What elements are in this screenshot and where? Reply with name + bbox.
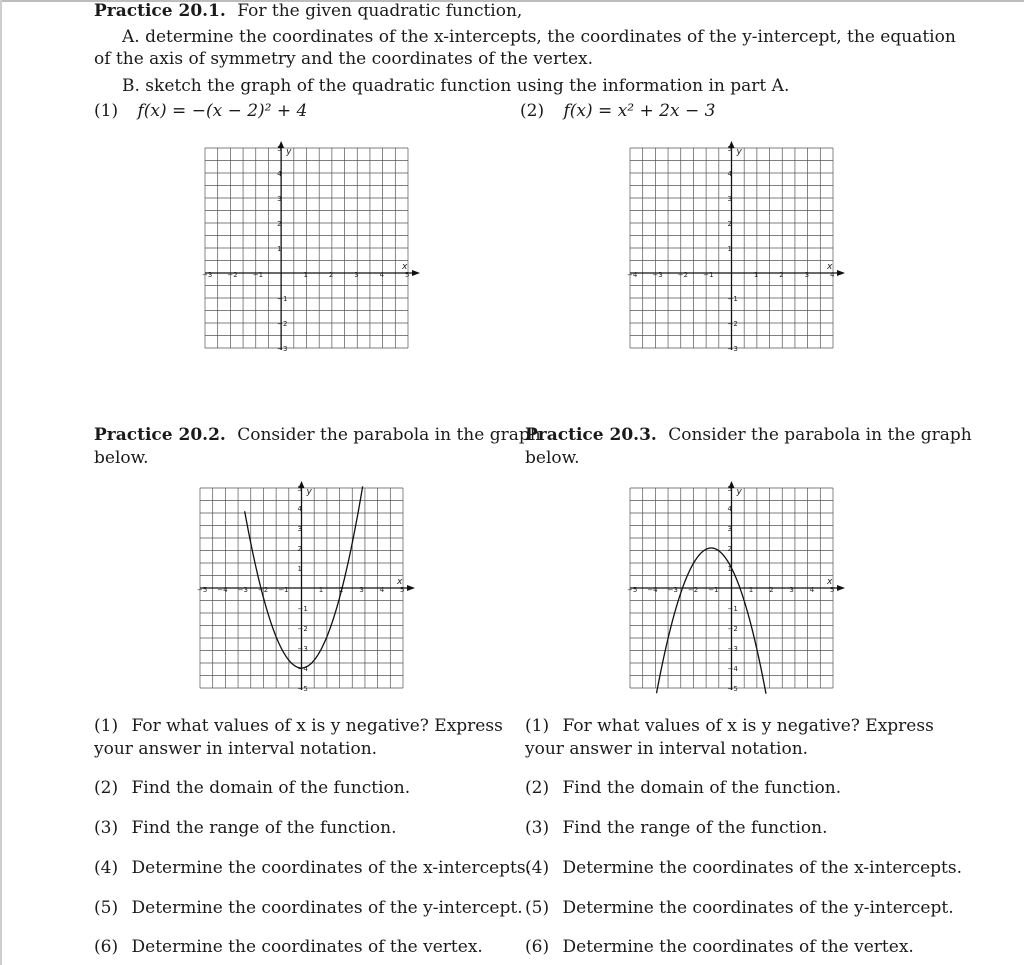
y-tick-label: 1	[727, 565, 732, 573]
x-tick-label: 2	[328, 271, 334, 279]
x-tick-label: 2	[769, 586, 774, 594]
y-tick-label: −3	[727, 645, 738, 653]
y-tick-label: 4	[277, 170, 282, 178]
y-tick-label: −3	[277, 345, 288, 353]
q20-3-item-4	[525, 857, 962, 879]
q20-3-item-1	[525, 715, 934, 737]
y-tick-label: −3	[297, 645, 308, 653]
q20-2-item-1	[94, 715, 503, 737]
x-tick-label: −2	[677, 271, 689, 279]
x-tick-label: −2	[227, 271, 238, 279]
x-axis-arrow	[407, 585, 415, 591]
q20-2-num-4: (4)	[94, 858, 119, 878]
q20-2-num-1: (1)	[94, 716, 119, 736]
y-tick-label: 4	[727, 505, 732, 513]
page-left-border	[0, 0, 2, 965]
x-tick-label: −4	[217, 586, 228, 594]
x-tick-label: −5	[627, 586, 638, 594]
q20-3-num-1: (1)	[525, 716, 550, 736]
q20-2-num-5: (5)	[94, 898, 119, 918]
y-tick-label: 3	[727, 195, 732, 203]
y-tick-label: −5	[727, 685, 738, 693]
practice-20-2-title: Practice 20.2.	[94, 425, 226, 445]
y-tick-label: 3	[297, 525, 302, 533]
q20-3-item-2	[525, 777, 841, 799]
x-tick-label: 3	[789, 586, 794, 594]
q20-3-text-6: Determine the coordinates of the vertex.	[562, 937, 914, 957]
y-tick-label: 3	[277, 195, 282, 203]
practice-20-1-part-a-cont: of the axis of symmetry and the coordinates of the vertex.	[94, 49, 593, 69]
q20-3-num-5: (5)	[525, 898, 550, 918]
x-tick-label: −3	[202, 271, 213, 279]
x-tick-label: 4	[830, 271, 835, 279]
q20-3-num-6: (6)	[525, 937, 550, 957]
y-tick-label: 4	[297, 505, 302, 513]
x-tick-label: 4	[809, 586, 815, 594]
parabola-curve	[245, 486, 363, 668]
function-2-label	[520, 100, 715, 122]
x-axis-arrow	[837, 585, 845, 591]
q20-3-num-3: (3)	[525, 818, 550, 838]
x-tick-label: −1	[703, 271, 714, 279]
practice-20-1-title: Practice 20.1.	[94, 1, 226, 21]
x-tick-label: −3	[237, 586, 248, 594]
y-tick-label: 2	[297, 545, 302, 553]
y-axis-label: y	[736, 487, 742, 497]
q20-2-text-1: For what values of x is y negative? Express	[131, 716, 503, 736]
y-tick-label: 2	[727, 220, 732, 228]
q20-3-text-1-cont: your answer in interval notation.	[525, 739, 809, 759]
q20-3-text-1: For what values of x is y negative? Express	[562, 716, 934, 736]
q20-2-item-5	[94, 897, 523, 919]
y-tick-label: 5	[277, 145, 282, 153]
x-axis-label: x	[402, 262, 408, 272]
y-tick-label: −1	[727, 605, 738, 613]
q20-2-text-3: Find the range of the function.	[131, 818, 397, 838]
y-tick-label: −1	[297, 605, 308, 613]
graph-practice-20-3-parabola	[620, 480, 845, 695]
y-tick-label: 4	[727, 170, 732, 178]
function-2-formula: f(x) = x² + 2x − 3	[563, 101, 716, 121]
q20-3-item-3	[525, 817, 828, 839]
x-tick-label: 1	[753, 271, 759, 279]
q20-2-text-1-cont: your answer in interval notation.	[94, 739, 378, 759]
y-tick-label: −4	[297, 665, 308, 673]
q20-3-text-3: Find the range of the function.	[562, 818, 828, 838]
q20-2-text-5: Determine the coordinates of the y-intercept.	[131, 898, 523, 918]
q20-3-num-2: (2)	[525, 778, 550, 798]
q20-2-text-4: Determine the coordinates of the x-intercepts.	[131, 858, 531, 878]
q20-3-text-4: Determine the coordinates of the x-intercepts.	[562, 858, 962, 878]
q20-2-num-3: (3)	[94, 818, 119, 838]
y-tick-label: 1	[277, 245, 282, 253]
practice-20-2-header	[94, 424, 541, 446]
q20-2-item-3	[94, 817, 397, 839]
x-tick-label: −4	[627, 271, 638, 279]
y-tick-label: −5	[297, 685, 308, 693]
x-tick-label: 3	[804, 271, 810, 279]
y-tick-label: 1	[297, 565, 302, 573]
q20-2-text-6: Determine the coordinates of the vertex.	[131, 937, 483, 957]
x-tick-label: −1	[252, 271, 264, 279]
y-axis-label: y	[736, 147, 742, 157]
y-tick-label: −1	[727, 295, 738, 303]
y-tick-label: −4	[727, 665, 738, 673]
x-axis-label: x	[827, 262, 833, 272]
y-tick-label: −1	[277, 295, 288, 303]
x-tick-label: −1	[708, 586, 719, 594]
x-axis-label: x	[397, 577, 403, 587]
y-tick-label: 2	[727, 545, 732, 553]
y-axis-label: y	[286, 147, 292, 157]
q20-2-item-4	[94, 857, 531, 879]
practice-20-3-title: Practice 20.3.	[525, 425, 657, 445]
function-1-number: (1)	[94, 101, 119, 121]
parabola-curve	[656, 548, 766, 694]
practice-20-2-desc-cont: below.	[94, 448, 149, 468]
x-axis-label: x	[827, 577, 833, 587]
y-tick-label: −3	[727, 345, 738, 353]
function-2-number: (2)	[520, 101, 545, 121]
x-tick-label: −2	[257, 586, 269, 594]
x-tick-label: −1	[278, 586, 289, 594]
x-tick-label: −2	[687, 586, 699, 594]
function-1-formula: f(x) = −(x − 2)² + 4	[137, 101, 308, 121]
function-1-label	[94, 100, 307, 122]
y-tick-label: 1	[727, 245, 732, 253]
y-tick-label: −2	[297, 625, 308, 633]
x-tick-label: −3	[652, 271, 663, 279]
q20-2-item-2	[94, 777, 410, 799]
y-tick-label: 5	[297, 485, 302, 493]
q20-3-text-5: Determine the coordinates of the y-intercept.	[562, 898, 954, 918]
practice-20-1-intro: For the given quadratic function,	[237, 1, 523, 21]
y-tick-label: −2	[727, 320, 738, 328]
x-tick-label: 5	[405, 271, 410, 279]
x-tick-label: 4	[379, 271, 385, 279]
y-tick-label: 5	[727, 145, 732, 153]
x-tick-label: 4	[379, 586, 385, 594]
x-tick-label: −4	[647, 586, 658, 594]
practice-20-3-header	[525, 424, 972, 446]
x-tick-label: 1	[303, 271, 308, 279]
x-tick-label: 1	[748, 586, 754, 594]
y-tick-label: −2	[277, 320, 288, 328]
q20-2-text-2: Find the domain of the function.	[131, 778, 411, 798]
x-tick-label: 1	[318, 586, 324, 594]
x-tick-label: −5	[197, 586, 208, 594]
x-axis-arrow	[837, 270, 845, 276]
graph-function-1-grid	[195, 140, 420, 355]
practice-20-1-part-a: A. determine the coordinates of the x-intercepts, the coordinates of the y-intercept, the equation	[122, 27, 956, 47]
practice-20-1-part-b: B. sketch the graph of the quadratic function using the information in part A.	[122, 76, 790, 96]
y-tick-label: −2	[727, 625, 738, 633]
x-tick-label: 3	[359, 586, 364, 594]
x-tick-label: 5	[830, 586, 835, 594]
practice-20-3-desc: Consider the parabola in the graph	[668, 425, 972, 445]
x-tick-label: 3	[354, 271, 359, 279]
y-axis-label: y	[306, 487, 312, 497]
q20-2-num-2: (2)	[94, 778, 119, 798]
q20-3-num-4: (4)	[525, 858, 550, 878]
practice-20-3-desc-cont: below.	[525, 448, 580, 468]
x-tick-label: 2	[339, 586, 344, 594]
y-tick-label: 3	[727, 525, 732, 533]
practice-20-2-desc: Consider the parabola in the graph	[237, 425, 541, 445]
x-tick-label: 5	[400, 586, 405, 594]
q20-2-num-6: (6)	[94, 937, 119, 957]
q20-3-item-6	[525, 936, 914, 958]
x-tick-label: 2	[779, 271, 784, 279]
q20-3-item-5	[525, 897, 954, 919]
graph-practice-20-2-parabola	[190, 480, 415, 695]
x-axis-arrow	[412, 270, 420, 276]
x-tick-label: −3	[667, 586, 678, 594]
q20-2-item-6	[94, 936, 483, 958]
y-tick-label: 5	[727, 485, 732, 493]
q20-3-text-2: Find the domain of the function.	[562, 778, 842, 798]
graph-function-2-grid	[620, 140, 845, 355]
practice-20-1-header	[94, 0, 522, 22]
y-tick-label: 2	[277, 220, 282, 228]
